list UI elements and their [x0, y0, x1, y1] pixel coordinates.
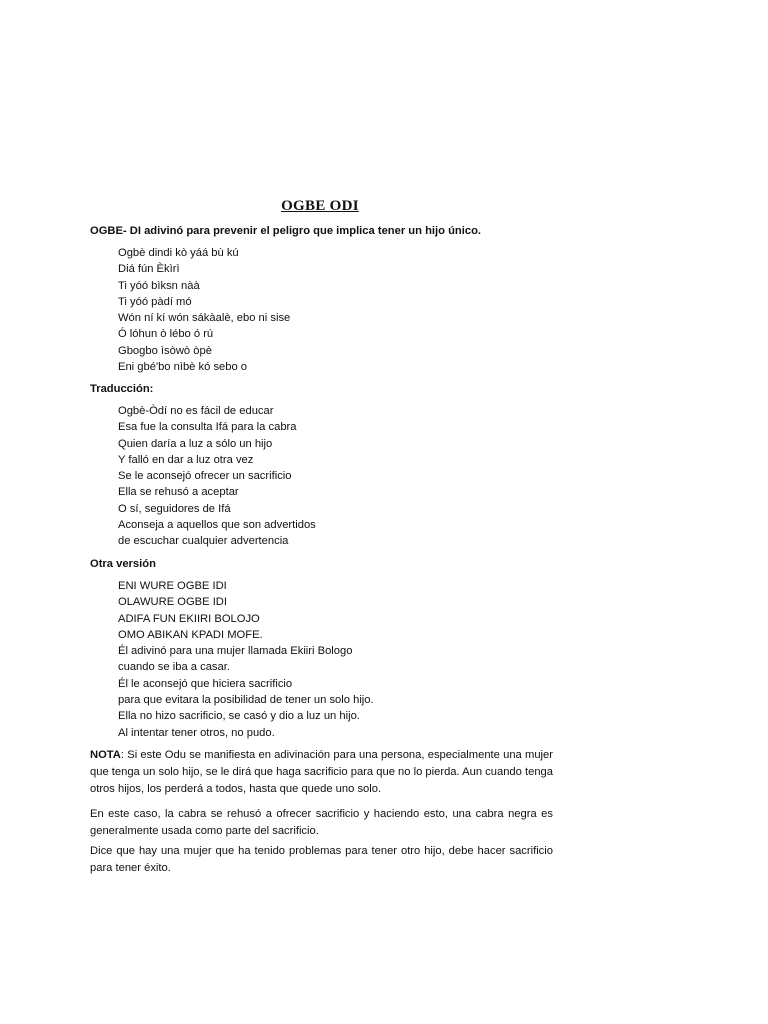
verse-line: OMO ABIKAN KPADI MOFE. — [118, 628, 263, 641]
verse-other-version — [118, 578, 558, 741]
verse-translation — [118, 403, 558, 550]
verse-line: ENI WURE OGBE IDI — [118, 580, 227, 592]
verse-line: Ogbè-Òdí no es fácil de educar — [118, 405, 274, 417]
verse-line: Al intentar tener otros, no pudo. — [118, 726, 275, 739]
nota-text: : Si este Odu se manifiesta en adivinación para una persona, especialmente una mujer que tenga un solo hijo, se le dirá que haga sacrificio para que no lo pierda. Aun cuando tenga otros hijos, los perderá a todos, hasta que quede uno solo. — [90, 749, 553, 795]
nota-label: NOTA — [90, 749, 121, 761]
verse-line: Ella se rehusó a aceptar — [118, 486, 239, 499]
verse-line: Y falló en dar a luz otra vez — [118, 453, 254, 466]
verse-line: Gbogbo ìsòwò òpè — [118, 344, 212, 357]
verse-line: Ti yóó bìksn nàà — [118, 279, 200, 292]
verse-line: cuando se iba a casar. — [118, 661, 230, 674]
verse-line: O sí, seguidores de Ifá — [118, 502, 231, 515]
verse-line: Él le aconsejó que hiciera sacrificio — [118, 677, 293, 690]
verse-line: de escuchar cualquier advertencia — [118, 535, 289, 548]
verse-line: Wón ní kí wón sákàalè, ebo ni sise — [118, 312, 291, 325]
intro-lead: OGBE- DI — [90, 225, 141, 237]
verse-line: Se le aconsejó ofrecer un sacrificio — [118, 470, 292, 483]
verse-line: Diá fún Èkìrì — [118, 263, 180, 276]
translation-heading: Traducción: — [90, 383, 154, 395]
intro-text: adivinó para prevenir el peligro que implica tener un hijo único. — [140, 225, 482, 237]
verse-line: Él adivinó para una mujer llamada Ekiiri Bologo — [118, 645, 353, 658]
paragraph-woman: Dice que hay una mujer que ha tenido problemas para tener otro hijo, debe hacer sacrificio para tener éxito. — [90, 845, 553, 874]
verse-line: Ó lóhun ò lébo ó rú — [118, 328, 214, 341]
verse-line: Esa fue la consulta Ifá para la cabra — [118, 421, 297, 434]
verse-line: ADIFA FUN EKIIRI BOLOJO — [118, 612, 260, 625]
verse-line: OLAWURE OGBE IDI — [118, 596, 227, 609]
verse-line: Ti yóó pàdí mó — [118, 295, 192, 308]
verse-line: para que evitara la posibilidad de tener un solo hijo. — [118, 694, 374, 707]
nota-paragraph — [90, 747, 553, 798]
page-title: OGBE ODI — [281, 198, 359, 214]
verse-line: Aconseja a aquellos que son advertidos — [118, 519, 316, 532]
intro-line — [90, 224, 560, 238]
paragraph-goat: En este caso, la cabra se rehusó a ofrecer sacrificio y haciendo esto, una cabra negra es generalmente usada como parte del sacrificio. — [90, 808, 553, 837]
verse-line: Ella no hizo sacrificio, se casó y dio a luz un hijo. — [118, 710, 360, 723]
verse-line: Eni gbé'bo nìbè kó sebo o — [118, 361, 248, 374]
other-version-heading: Otra versión — [90, 558, 156, 570]
verse-line: Ogbè dindi kò yáá bù kú — [118, 247, 239, 259]
verse-yoruba — [118, 245, 558, 375]
verse-line: Quien daría a luz a sólo un hijo — [118, 437, 273, 450]
